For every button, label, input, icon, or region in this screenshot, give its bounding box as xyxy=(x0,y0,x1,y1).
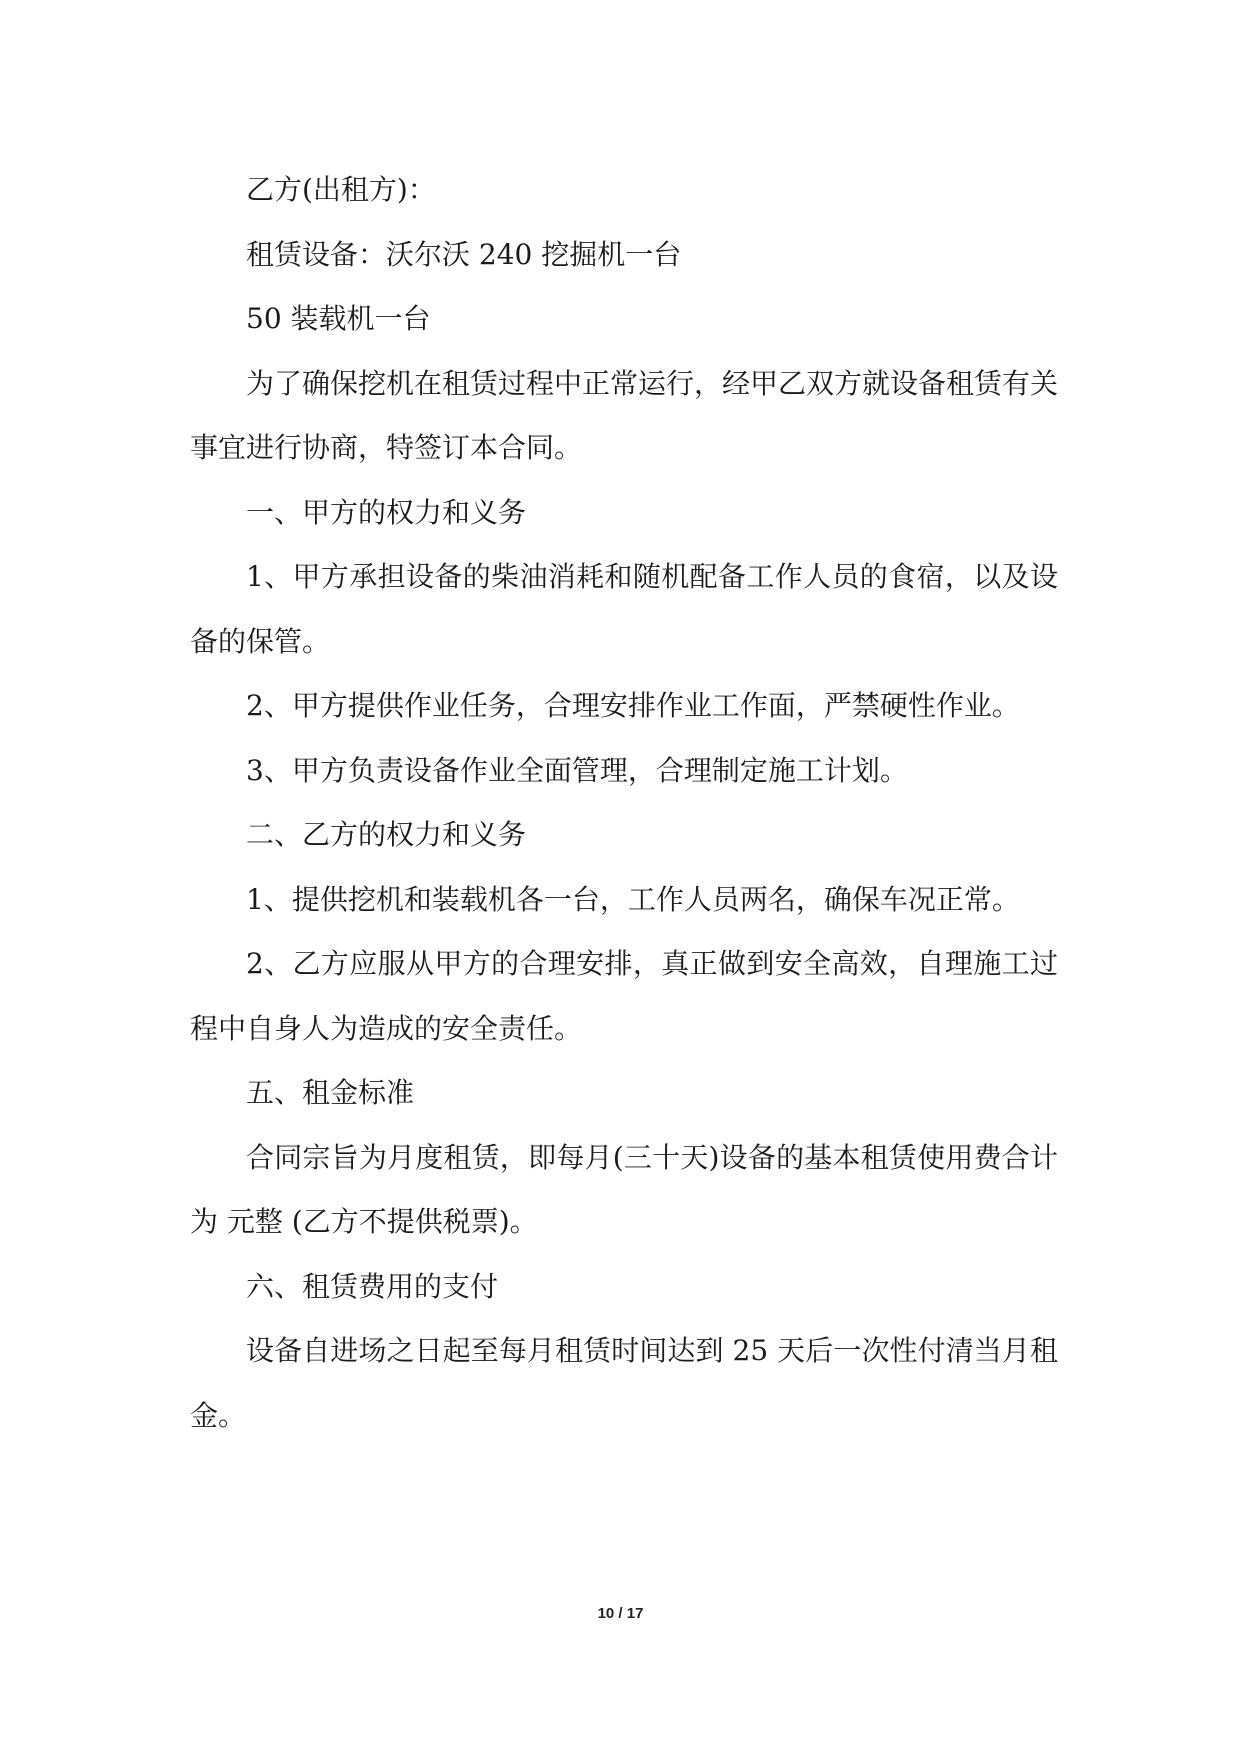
loader-line: 50 装载机一台 xyxy=(246,302,431,335)
payment-clause: 设备自进场之日起至每月租赁时间达到 25 天后一次性付清当月租金。 xyxy=(190,1334,1058,1432)
rent-clause: 合同宗旨为月度租赁，即每月(三十天)设备的基本租赁使用费合计为 元整 (乙方不提供税票)。 xyxy=(190,1140,1058,1238)
preamble-paragraph: 为了确保挖机在租赁过程中正常运行，经甲乙双方就设备租赁有关事宜进行协商，特签订本合同。 xyxy=(190,366,1059,464)
party-a-clause-1: 1、甲方承担设备的柴油消耗和随机配备工作人员的食宿，以及设备的保管。 xyxy=(190,560,1058,658)
page-number: 10 / 17 xyxy=(597,1605,644,1622)
party-a-clause-3: 3、甲方负责设备作业全面管理，合理制定施工计划。 xyxy=(246,753,908,787)
document-body xyxy=(190,158,1058,1448)
party-b-line: 乙方(出租方)： xyxy=(246,173,436,206)
party-a-clause-2: 2、甲方提供作业任务，合理安排作业工作面，严禁硬性作业。 xyxy=(246,689,1020,722)
section-heading-party-b: 二、乙方的权力和义务 xyxy=(246,818,527,851)
leased-equipment-line: 租赁设备：沃尔沃 240 挖掘机一台 xyxy=(246,237,682,271)
section-heading-payment: 六、租赁费用的支付 xyxy=(246,1269,499,1303)
section-heading-party-a: 一、甲方的权力和义务 xyxy=(246,495,527,529)
party-b-clause-1: 1、提供挖机和装载机各一台，工作人员两名，确保车况正常。 xyxy=(246,882,1020,916)
party-b-clause-2: 2、乙方应服从甲方的合理安排，真正做到安全高效，自理施工过程中自身人为造成的安全责任。 xyxy=(190,947,1058,1045)
section-heading-rent: 五、租金标准 xyxy=(246,1076,415,1109)
